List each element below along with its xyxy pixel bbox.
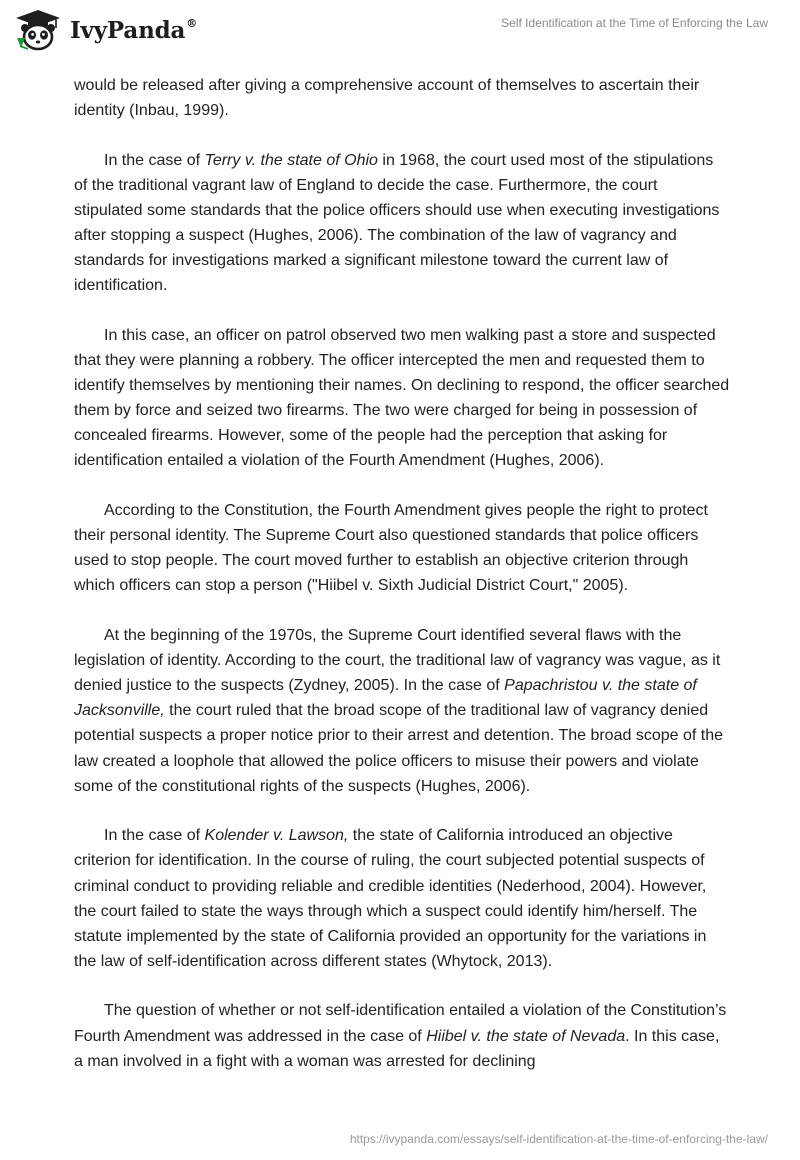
essay-body — [74, 73, 730, 1098]
registered-mark: ® — [186, 16, 197, 30]
source-url[interactable]: https://ivypanda.com/essays/self-identification-at-the-time-of-enforcing-the-law/ — [349, 1132, 768, 1146]
paragraph-3: In this case, an officer on patrol observed two men walking past a store and suspected that they were planning a robbery. The officer intercepted the men and requested them to identify themselves by mentioning their names. On declining to respond, the officer searched them by force and seized two firearms. The two were charged for being in possession of concealed firearms. However, some of the people had the perception that asking for identification entailed a violation of the Fourth Amendment (Hughes, 2006). — [74, 326, 730, 470]
brand-name: IvyPanda® — [70, 16, 197, 44]
case-name: Terry v. the state of Ohio — [204, 151, 378, 169]
case-name: Kolender v. Lawson, — [204, 827, 349, 845]
paragraph-6: In the case of Kolender v. Lawson, the state of California introduced an objective criterion for identification. In the course of ruling, the court subjected potential suspects of criminal conduct to providing reliable and credible identities (Nederhood, 2004). However, the court failed to state the ways through which a suspect could identify him/herself. The statute implemented by the state of California provided an opportunity for the variations in the law of self-identification across different states (Whytock, 2013). — [74, 827, 707, 970]
page-header — [0, 0, 800, 66]
paragraph-7: The question of whether or not self-identification entailed a violation of the Constitution’s Fourth Amendment was addressed in the case of Hiibel v. the state of Nevada. In this case, a man involved in a fight with a woman was arrested for declining — [74, 1002, 727, 1070]
panda-graduate-icon — [14, 8, 62, 52]
paragraph-4: According to the Constitution, the Fourth Amendment gives people the right to protect their personal identity. The Supreme Court also questioned standards that police officers used to stop people. The court moved further to establish an objective criterion through which officers can stop a person ("Hiibel v. Sixth Judicial District Court," 2005). — [74, 502, 708, 595]
ivypanda-logo[interactable] — [14, 8, 197, 52]
paragraph-1: would be released after giving a comprehensive account of themselves to ascertain their identity (Inbau, 1999). — [74, 77, 700, 120]
case-name: Hiibel v. the state of Nevada — [426, 1027, 626, 1045]
paragraph-2: In the case of Terry v. the state of Ohio in 1968, the court used most of the stipulations of the traditional vagrant law of England to decide the case. Furthermore, the court stipulated some standards that the police officers should use when executing investigations after stopping a suspect (Hughes, 2006). The combination of the law of vagrancy and standards for investigations marked a significant milestone toward the current law of identification. — [74, 151, 720, 295]
document-title: Self Identification at the Time of Enforcing the Law — [501, 16, 768, 30]
paragraph-5: At the beginning of the 1970s, the Supreme Court identified several flaws with the legislation of identity. According to the court, the traditional law of vagrancy was vague, as it denied justice to the suspects (Zydney, 2005). In the case of Papachristou v. the state of Jacksonville, the court ruled that the broad scope of the traditional law of vagrancy denied potential suspects a proper notice prior to their arrest and detention. The broad scope of the law created a loophole that allowed the police officers to misuse their powers and violate some of the constitutional rights of the suspects (Hughes, 2006). — [74, 627, 723, 795]
case-name: Papachristou v. the state of Jacksonville, — [74, 677, 697, 720]
